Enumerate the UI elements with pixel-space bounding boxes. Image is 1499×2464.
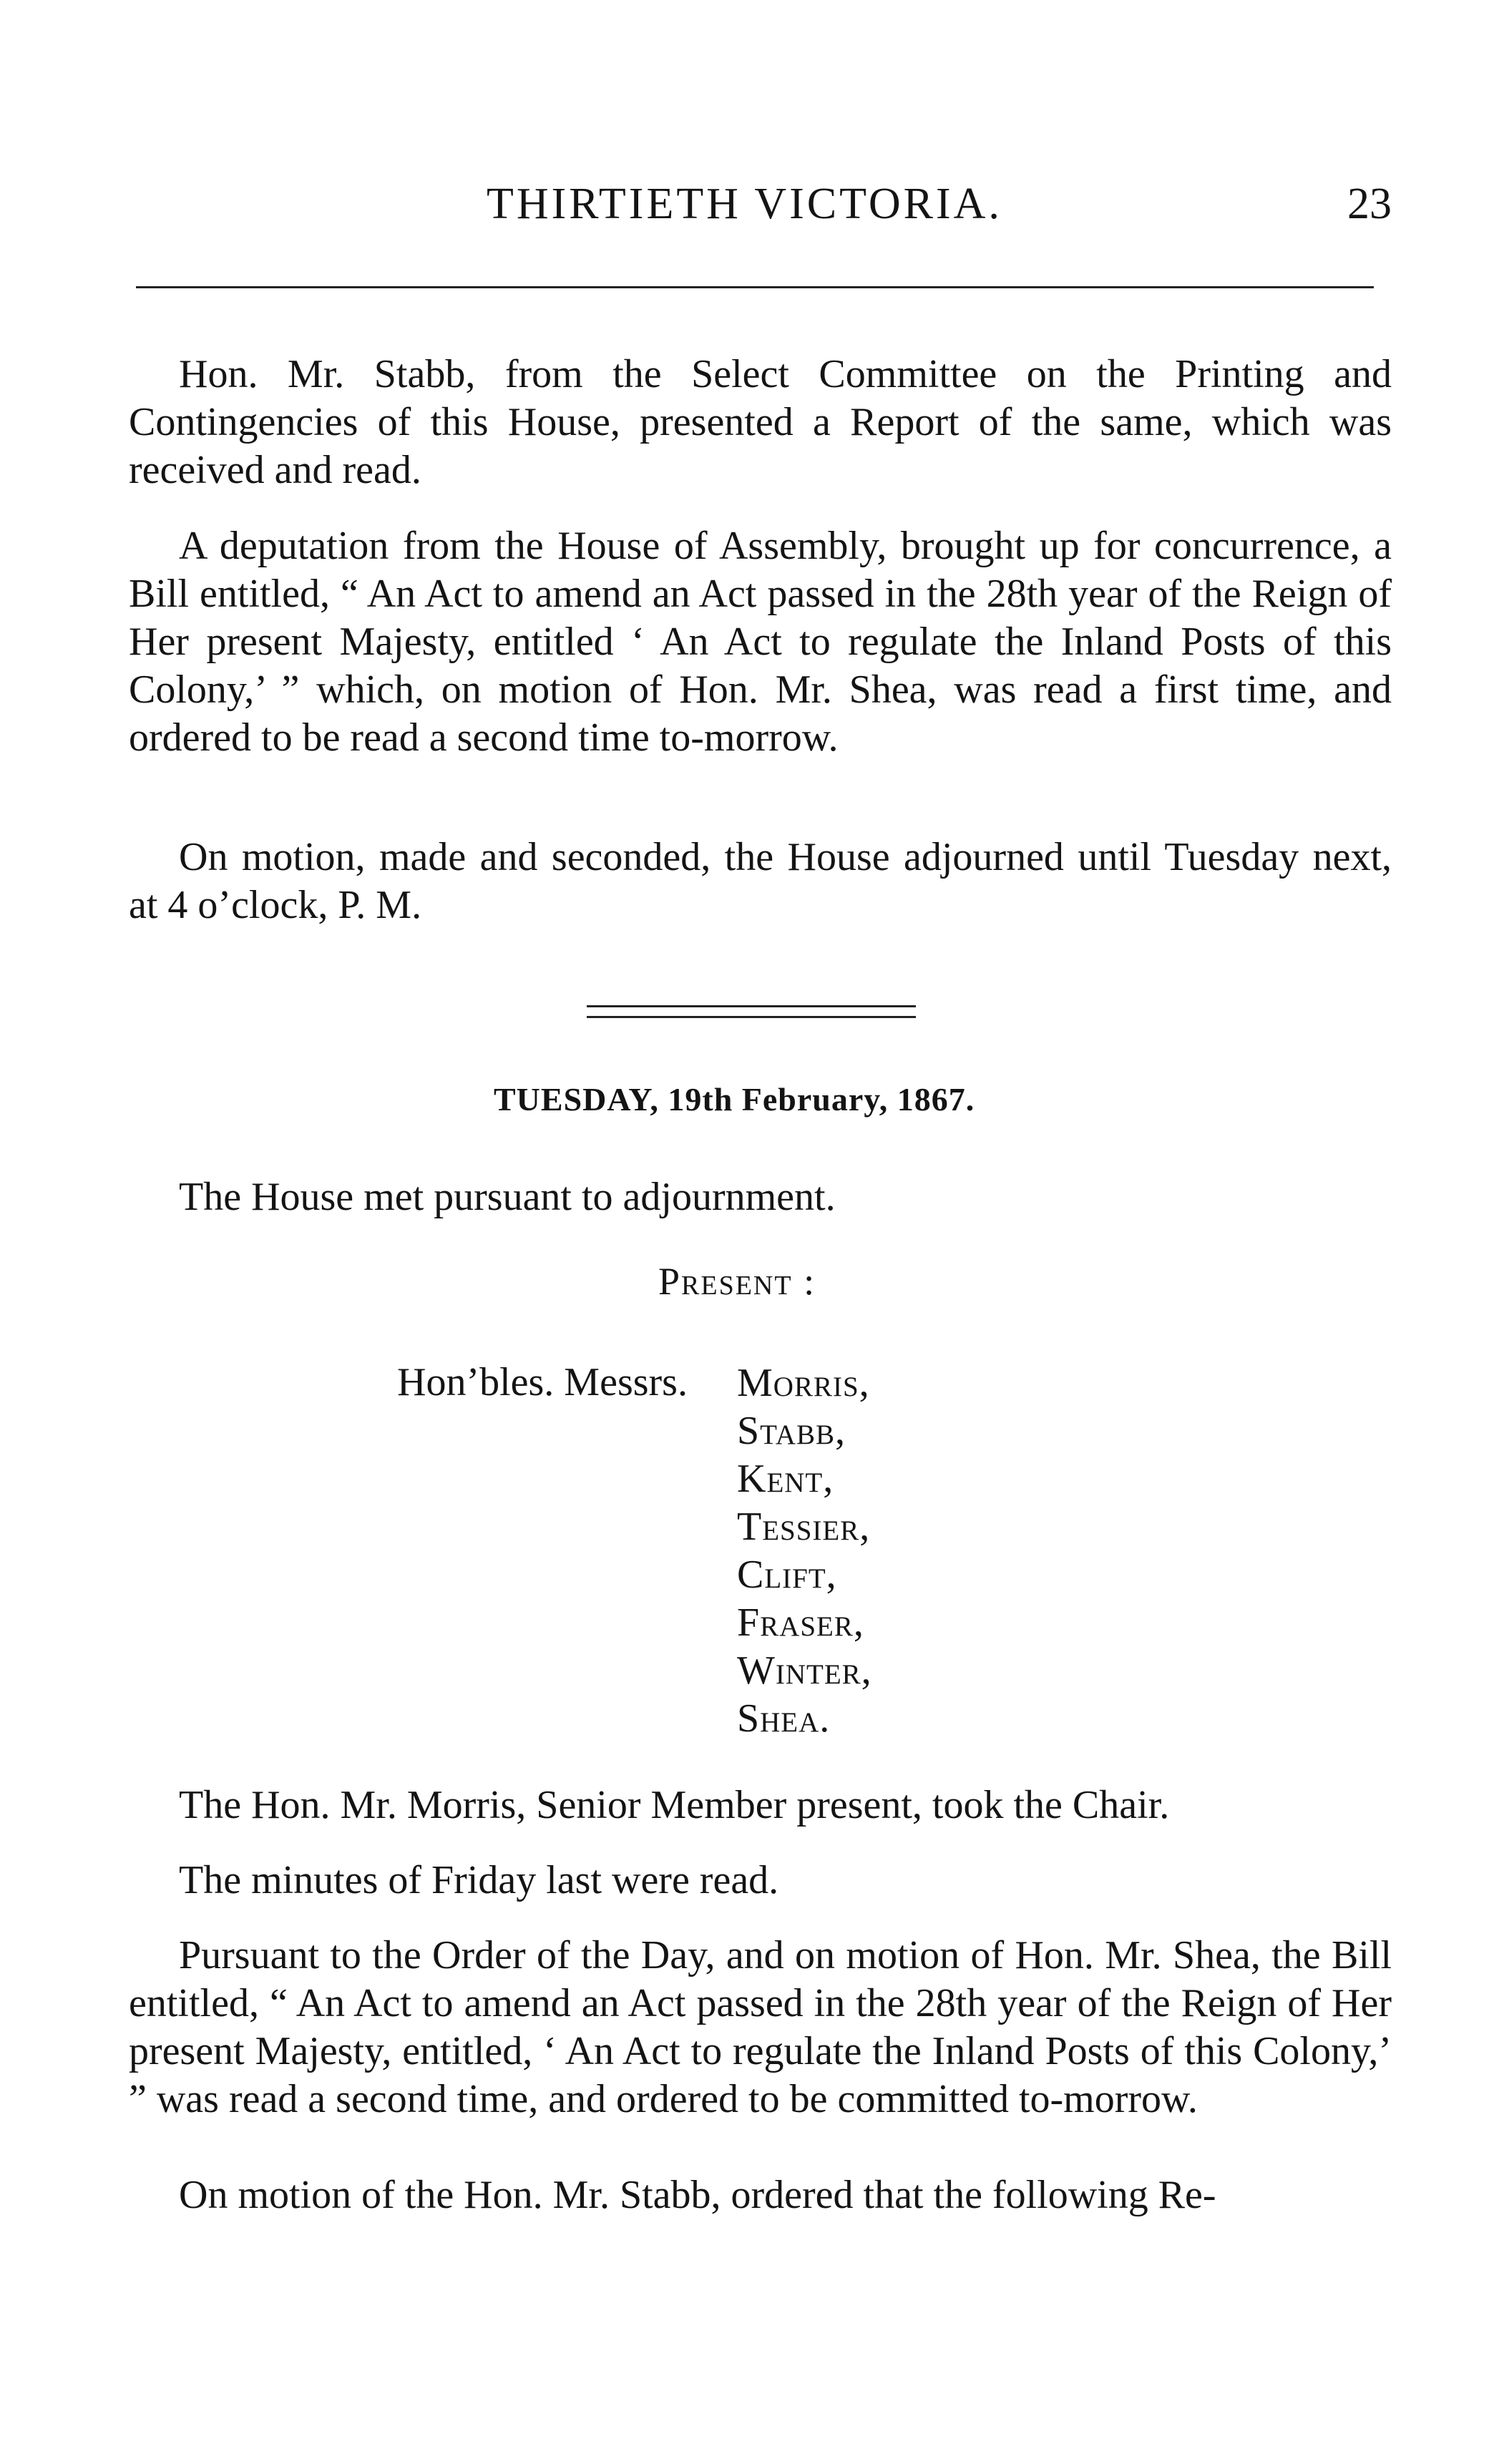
section-divider <box>587 1005 916 1018</box>
paragraph-order-of-day: Pursuant to the Order of the Day, and on motion of Hon. Mr. Shea, the Bill entitled, “ An Act to amend an Act passed in the 28th year of the Reign of Her present Majesty, entitled, ‘ An Act to regulate the Inland Posts of this Colony,’ ” was read a second time, and ordered to be committed to-morrow. <box>129 1933 1392 2121</box>
paragraph-deputation-bill: A deputation from the House of Assembly, brought up for concurrence, a Bill entitled, “ An Act to amend an Act passed in the 28th year of the Reign of Her present Majesty, entitled ‘ An Act to regulate the Inland Posts of this Colony,’ ” which, on motion of Hon. Mr. Shea, was read a first time, and ordered to be read a second time to-morrow. <box>129 524 1392 760</box>
members-prefix: Hon’bles. Messrs. <box>397 1360 688 1404</box>
member-name: Morris, <box>737 1361 870 1405</box>
running-head: THIRTIETH VICTORIA. <box>487 180 1002 228</box>
paragraph-adjournment: On motion, made and seconded, the House adjourned until Tuesday next, at 4 o’clock, P. M. <box>129 835 1392 927</box>
member-name: Clift, <box>737 1553 837 1597</box>
paragraph-select-committee-report: Hon. Mr. Stabb, from the Select Committee on the Printing and Contingencies of this House, presented a Report of the same, which was received and read. <box>129 352 1392 492</box>
header-rule <box>136 286 1374 288</box>
members-list <box>737 1359 872 1743</box>
member-name: Shea. <box>737 1696 831 1741</box>
paragraph-house-met: The House met pursuant to adjournment. <box>179 1175 836 1219</box>
member-name: Stabb, <box>737 1409 846 1453</box>
present-heading: Present : <box>658 1260 816 1303</box>
sitting-date-heading: TUESDAY, 19th February, 1867. <box>494 1081 975 1118</box>
member-name: Tessier, <box>737 1505 871 1549</box>
paragraph-stabb-motion: On motion of the Hon. Mr. Stabb, ordered that the following Re- <box>179 2173 1216 2217</box>
member-name: Kent, <box>737 1457 834 1501</box>
paragraph-chair: The Hon. Mr. Morris, Senior Member present, took the Chair. <box>179 1783 1170 1827</box>
page-header <box>129 179 1392 236</box>
member-name: Fraser, <box>737 1600 864 1645</box>
member-name: Winter, <box>737 1648 872 1693</box>
page-number: 23 <box>1347 180 1392 228</box>
paragraph-minutes: The minutes of Friday last were read. <box>179 1858 779 1902</box>
